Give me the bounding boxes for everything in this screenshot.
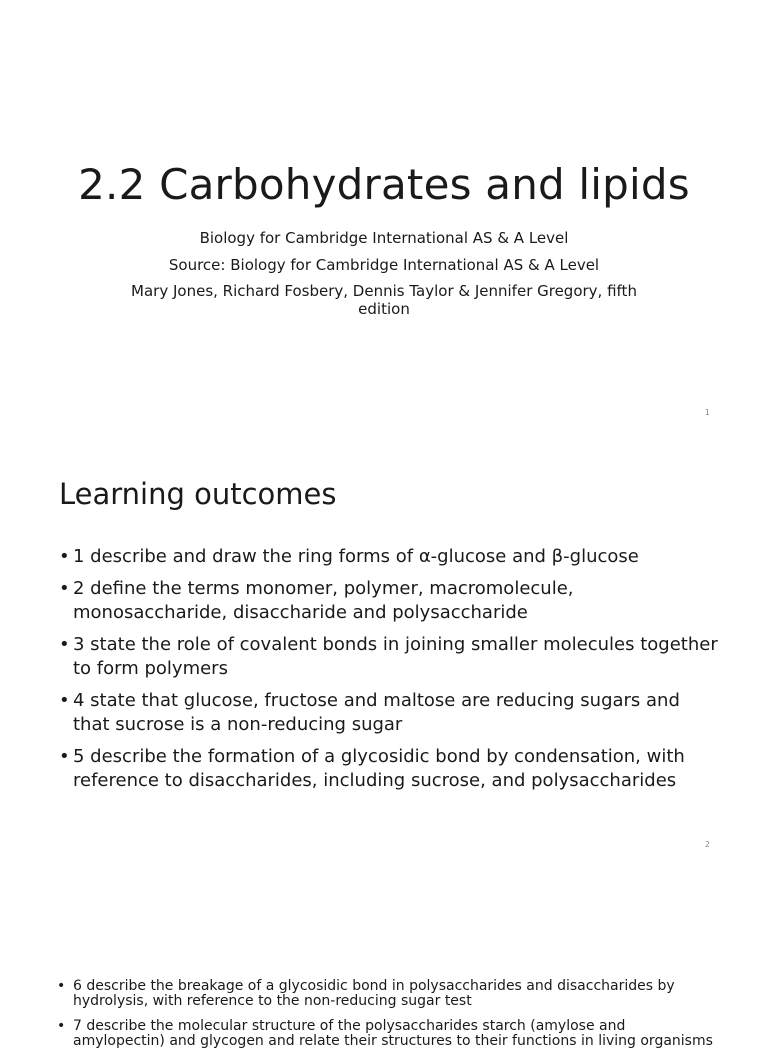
list-item-text: 3 state the role of covalent bonds in joining smaller molecules together to form polymers	[73, 634, 718, 679]
subtitle-book: Biology for Cambridge International AS & A Level	[199, 229, 569, 247]
slide-title: 2.2 Carbohydrates and lipids	[78, 160, 690, 209]
list-item-text: 2 define the terms monomer, polymer, macromolecule, monosaccharide, disaccharide and polysaccharide	[73, 578, 574, 623]
bullet: •	[59, 690, 70, 711]
list-item-text: 1 describe and draw the ring forms of α-glucose and β-glucose	[73, 546, 639, 567]
list-item	[59, 689, 719, 737]
bullet: •	[59, 546, 70, 567]
page-number: 1	[704, 408, 710, 417]
subtitle-authors: Mary Jones, Richard Fosbery, Dennis Taylor & Jennifer Gregory, fifth edition	[131, 282, 637, 318]
learning-outcomes-list-continued	[57, 979, 717, 1059]
list-item	[59, 577, 719, 625]
subtitle-source: Source: Biology for Cambridge International AS & A Level	[168, 256, 600, 274]
list-item-text: 4 state that glucose, fructose and maltose are reducing sugars and that sucrose is a non-reducing sugar	[73, 690, 680, 735]
slide-2	[0, 432, 768, 864]
list-item-text: 7 describe the molecular structure of the polysaccharides starch (amylose and amylopectin) and glycogen and relate their structures to their functions in living organisms	[73, 1018, 713, 1049]
list-item-text: 6 describe the breakage of a glycosidic bond in polysaccharides and disaccharides by hydrolysis, with reference to the non-reducing sugar test	[73, 978, 675, 1009]
list-item	[59, 633, 719, 681]
slide-1	[0, 0, 768, 432]
learning-outcomes-list	[59, 545, 719, 801]
list-item	[57, 979, 717, 1009]
bullet: •	[59, 746, 70, 767]
page-number: 2	[704, 840, 710, 849]
list-item	[59, 745, 719, 793]
bullet: •	[57, 978, 66, 994]
bullet: •	[57, 1018, 66, 1034]
slide-3	[0, 864, 768, 1049]
list-item-text: 5 describe the formation of a glycosidic bond by condensation, with reference to disaccharides, including sucrose, and polysaccharides	[73, 746, 685, 791]
list-item	[59, 545, 719, 569]
bullet: •	[59, 634, 70, 655]
slide-title: Learning outcomes	[59, 477, 337, 511]
bullet: •	[59, 578, 70, 599]
